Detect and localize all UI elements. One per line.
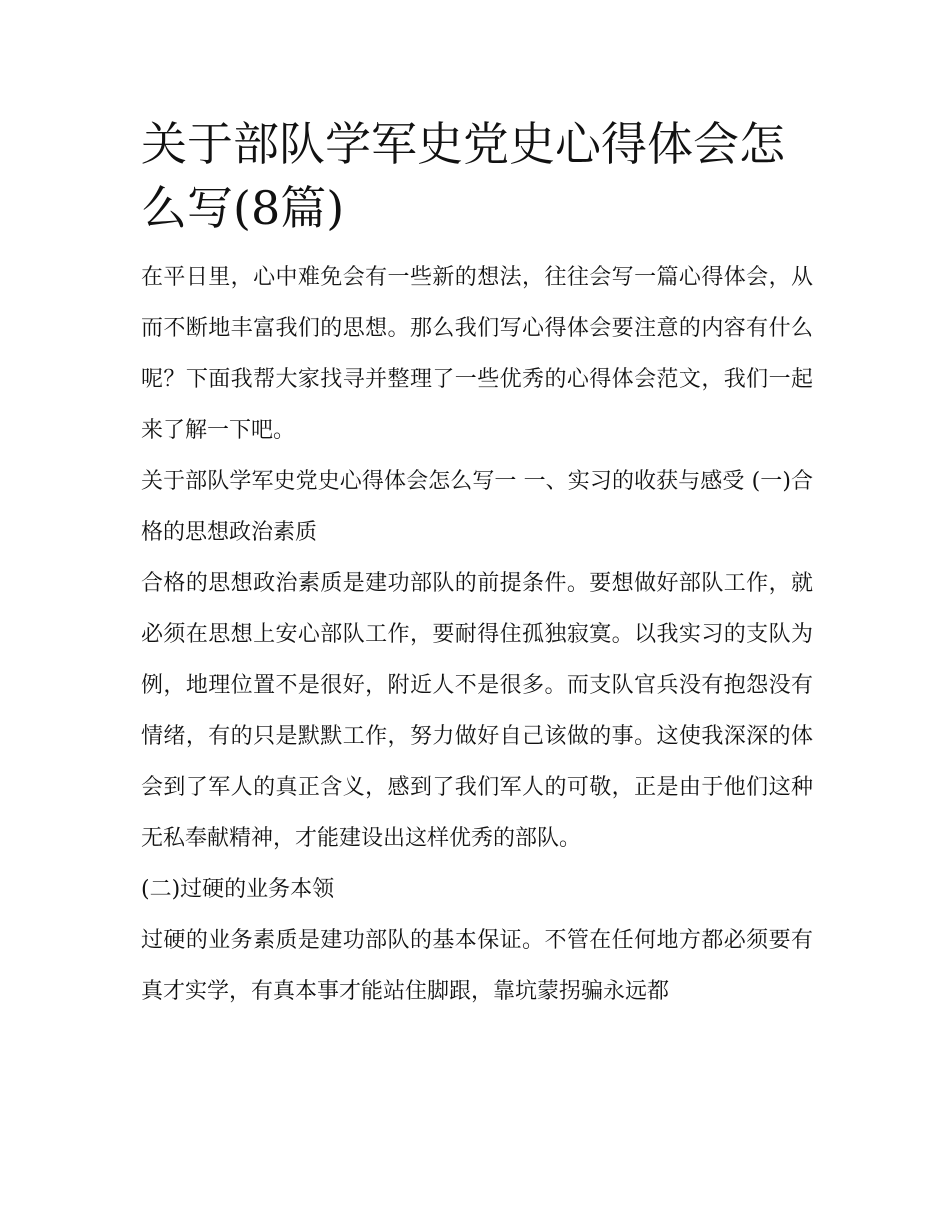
document-title: 关于部队学军史党史心得体会怎么写(8篇) (141, 117, 785, 235)
subsection-heading-two: (二)过硬的业务本领 (141, 877, 335, 902)
section-heading-one: 关于部队学军史党史心得体会怎么写一 一、实习的收获与感受 (一)合格的思想政治素质 (141, 469, 813, 545)
body-paragraph-continued: 过硬的业务素质是建功部队的基本保证。不管在任何地方都必须要有真才实学，有真本事才能站住脚跟，靠坑蒙拐骗永远都 (141, 928, 813, 1004)
document-body (141, 112, 813, 1017)
body-paragraph: 合格的思想政治素质是建功部队的前提条件。要想做好部队工作，就必须在思想上安心部队工作，要耐得住孤独寂寞。以我实习的支队为例，地理位置不是很好，附近人不是很多。而支队官兵没有抱怨没有情绪，有的只是默默工作，努力做好自己该做的事。这使我深深的体会到了军人的真正含义，感到了我们军人的可敬，正是由于他们这种无私奉献精神，才能建设出这样优秀的部队。 (141, 571, 813, 851)
intro-paragraph: 在平日里，心中难免会有一些新的想法，往往会写一篇心得体会，从而不断地丰富我们的思想。那么我们写心得体会要注意的内容有什么呢？下面我帮大家找寻并整理了一些优秀的心得体会范文，我们一起来了解一下吧。 (141, 265, 813, 443)
